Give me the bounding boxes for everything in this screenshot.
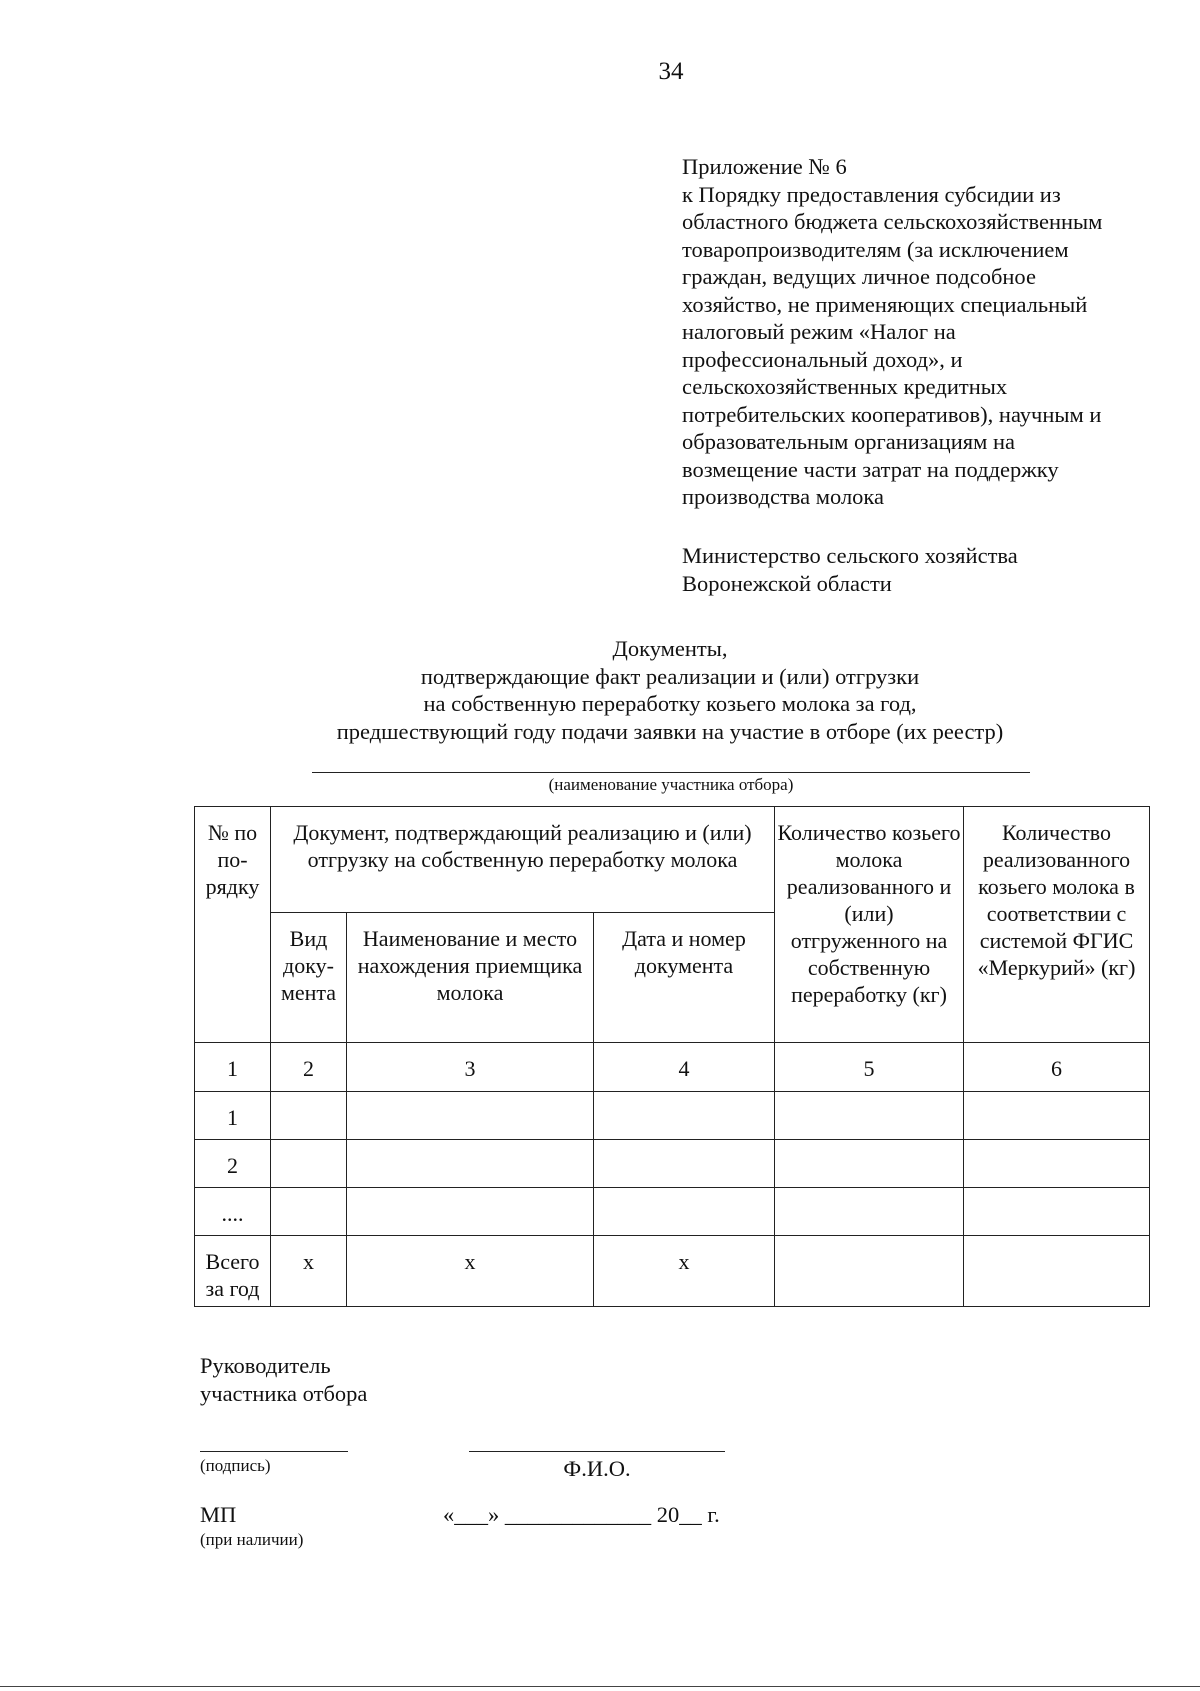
total-cell: х [347, 1236, 594, 1307]
header-quantity-mercury: Количество реализованного козьего молока в соответствии с системой ФГИС «Меркурий» (кг) [964, 807, 1150, 1043]
header-quantity-shipped: Количество козьего молока реализованного и (или) отгруженного на собственную переработку (кг) [775, 807, 964, 1043]
title-line: на собственную переработку козьего молока за год, [423, 691, 917, 716]
participant-name-line[interactable] [312, 772, 1030, 773]
table-cell[interactable] [347, 1140, 594, 1188]
appendix-line: товаропроизводителям (за исключением [682, 236, 1069, 262]
table-cell[interactable] [594, 1188, 775, 1236]
column-number: 4 [594, 1043, 775, 1092]
appendix-line: образовательным организациям на [682, 429, 1015, 454]
stamp-note: (при наличии) [200, 1530, 304, 1549]
role-line: участника отбора [200, 1381, 368, 1406]
table-cell[interactable] [775, 1188, 964, 1236]
header-number: № по по-рядку [195, 807, 271, 1043]
role-line: Руководитель [200, 1353, 331, 1378]
column-number: 2 [271, 1043, 347, 1092]
row-number: .... [195, 1188, 271, 1236]
appendix-line: Приложение № 6 [682, 154, 847, 179]
document-title [260, 635, 1080, 745]
title-line: Документы, [612, 636, 728, 661]
ministry-line: Воронежской области [682, 571, 892, 596]
appendix-line: граждан, ведущих личное подсобное [682, 264, 1036, 289]
table-cell[interactable] [964, 1092, 1150, 1140]
table-cell[interactable] [271, 1092, 347, 1140]
column-number: 6 [964, 1043, 1150, 1092]
appendix-line: профессиональный доход», и [682, 346, 963, 372]
column-number-row [195, 1043, 1150, 1092]
total-cell[interactable] [775, 1236, 964, 1307]
appendix-line: производства молока [682, 484, 884, 509]
total-cell[interactable] [964, 1236, 1150, 1307]
table-cell[interactable] [964, 1140, 1150, 1188]
table-cell[interactable] [347, 1188, 594, 1236]
column-number: 1 [195, 1043, 271, 1092]
appendix-line: хозяйство, не применяющих специальный [682, 291, 1088, 317]
header-row [195, 807, 1150, 913]
signatory-role [200, 1352, 367, 1408]
table-row [195, 1188, 1150, 1236]
signature-caption: (подпись) [200, 1456, 271, 1475]
appendix-header [682, 153, 1182, 511]
appendix-line: потребительских кооперативов), научным и [682, 401, 1102, 427]
appendix-line: возмещение части затрат на поддержку [682, 456, 1059, 482]
table-cell[interactable] [775, 1140, 964, 1188]
header-doc-type: Вид доку-мента [271, 913, 347, 1043]
table-row [195, 1092, 1150, 1140]
header-document-group: Документ, подтверждающий реализацию и (или) отгрузку на собственную переработку молока [271, 807, 775, 913]
appendix-line: налоговый режим «Налог на [682, 319, 956, 344]
date-field[interactable]: «___» _____________ 20__ г. [443, 1502, 720, 1527]
row-number: 1 [195, 1092, 271, 1140]
stamp-label: МП [200, 1502, 237, 1527]
header-date-number: Дата и номер документа [594, 913, 775, 1043]
table-cell[interactable] [775, 1092, 964, 1140]
ministry-line: Министерство сельского хозяйства [682, 543, 1018, 568]
appendix-line: к Порядку предоставления субсидии из [682, 181, 1061, 207]
total-cell: х [594, 1236, 775, 1307]
name-line[interactable] [469, 1451, 725, 1452]
table-cell[interactable] [347, 1092, 594, 1140]
row-number: 2 [195, 1140, 271, 1188]
appendix-line: областного бюджета сельскохозяйственным [682, 209, 1103, 234]
table-cell[interactable] [594, 1092, 775, 1140]
header-receiver: Наименование и место нахождения приемщика молока [347, 913, 594, 1043]
total-row [195, 1236, 1150, 1307]
title-line: подтверждающие факт реализации и (или) отгрузки [420, 663, 920, 689]
title-line: предшествующий году подачи заявки на участие в отборе (их реестр) [336, 718, 1004, 744]
column-number: 3 [347, 1043, 594, 1092]
table-cell[interactable] [271, 1188, 347, 1236]
appendix-line: сельскохозяйственных кредитных [682, 374, 1008, 399]
page-number: 34 [658, 58, 684, 85]
register-table [194, 806, 1150, 1307]
ministry-addressee [682, 542, 1018, 598]
table-row [195, 1140, 1150, 1188]
table-cell[interactable] [271, 1140, 347, 1188]
table-cell[interactable] [594, 1140, 775, 1188]
total-cell: х [271, 1236, 347, 1307]
participant-caption: (наименование участника отбора) [548, 775, 794, 794]
page-bottom-rule [0, 1686, 1200, 1687]
column-number: 5 [775, 1043, 964, 1092]
table-cell[interactable] [964, 1188, 1150, 1236]
signature-line[interactable] [200, 1451, 348, 1452]
name-caption: Ф.И.О. [563, 1456, 631, 1481]
total-label: Всего за год [195, 1236, 271, 1307]
